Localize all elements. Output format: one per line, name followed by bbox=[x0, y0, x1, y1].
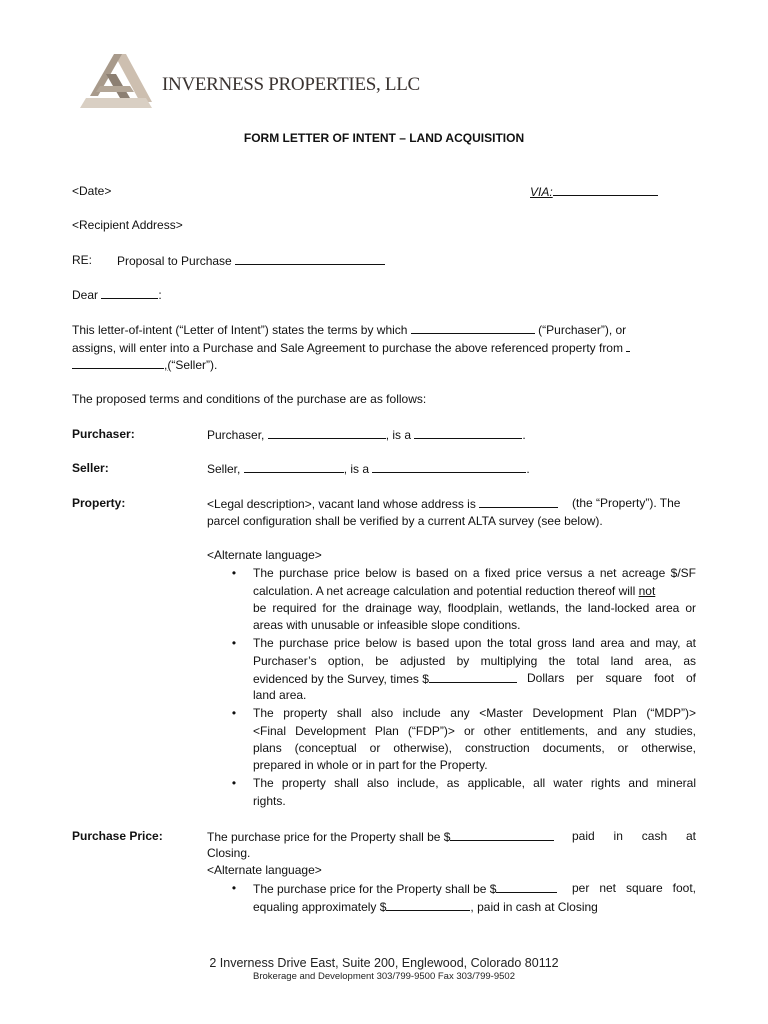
property-bullet-3-line-4: prepared in whole or in part for the Property. bbox=[253, 758, 488, 772]
approx-total-blank bbox=[386, 899, 470, 911]
purchaser-blank bbox=[268, 427, 386, 439]
purchaser-term bbox=[207, 427, 526, 442]
seller-name-blank bbox=[72, 357, 164, 369]
bullet-icon: • bbox=[231, 636, 237, 650]
bullet-icon: • bbox=[231, 566, 237, 580]
property-line-1 bbox=[207, 496, 558, 511]
via-label: VIA: bbox=[530, 185, 553, 199]
property-bullet-3-line-2: <Final Development Plan (“FDP”)> or other entitlements, and any studies, bbox=[253, 724, 696, 738]
price-b1-l1b: per net square foot, bbox=[572, 881, 696, 895]
purchaser-t2: , is a bbox=[385, 428, 412, 442]
b2-l3a: evidenced by the Survey, times $ bbox=[253, 672, 429, 686]
price-blank bbox=[450, 829, 554, 841]
property-line1b: (the “Property”). The bbox=[572, 496, 681, 510]
price-l1a: The purchase price for the Property shall be $ bbox=[207, 830, 451, 844]
re-line bbox=[117, 253, 385, 268]
seller-blank-start bbox=[626, 340, 630, 352]
price-b1-l2a: equaling approximately $ bbox=[253, 900, 387, 914]
price-per-sf-blank bbox=[429, 671, 517, 683]
intro-3b: (“Seller”). bbox=[167, 358, 218, 372]
price-alt-language: <Alternate language> bbox=[207, 863, 322, 877]
date-placeholder: <Date> bbox=[72, 184, 112, 198]
bullet-icon: • bbox=[231, 706, 237, 720]
price-b1-l1a: The purchase price for the Property shall be $ bbox=[253, 882, 497, 896]
seller-entity-blank bbox=[372, 461, 526, 473]
purchaser-entity-blank bbox=[414, 427, 522, 439]
company-name: INVERNESS PROPERTIES, LLC bbox=[162, 74, 420, 95]
intro-2: assigns, will enter into a Purchase and Sale Agreement to purchase the above referenced property from bbox=[72, 341, 623, 355]
property-bullet-2-line-1: The purchase price below is based upon the total gross land area and may, at bbox=[253, 636, 696, 650]
document-title: FORM LETTER OF INTENT – LAND ACQUISITION bbox=[243, 131, 525, 145]
seller-label: Seller: bbox=[72, 461, 109, 475]
price-b1-l2b: , paid in cash at Closing bbox=[470, 900, 598, 914]
price-per-net-sf-blank bbox=[496, 881, 557, 893]
price-line-1 bbox=[207, 829, 554, 844]
dear-text: Dear bbox=[72, 288, 99, 302]
property-bullet-2-line-4: land area. bbox=[253, 688, 307, 702]
price-l1b: paid in cash at bbox=[572, 829, 696, 843]
property-bullet-3-line-1: The property shall also include any <Master Development Plan (“MDP”)> bbox=[253, 706, 696, 720]
intro-3a: , bbox=[164, 358, 168, 372]
via-blank bbox=[553, 184, 658, 196]
purchaser-t1: Purchaser, bbox=[207, 428, 265, 442]
property-bullet-3-line-3: plans (conceptual or otherwise), construction documents, or otherwise, bbox=[253, 741, 696, 755]
property-bullet-1-line-3: be required for the drainage way, floodplain, wetlands, the land-locked area or bbox=[253, 601, 696, 615]
property-line1a: <Legal description>, vacant land whose address is bbox=[207, 497, 476, 511]
property-alt-language: <Alternate language> bbox=[207, 548, 322, 562]
bullet-icon: • bbox=[231, 881, 237, 895]
footer-contact: Brokerage and Development 303/799-9500 Fax 303/799-9502 bbox=[253, 971, 515, 982]
intro-line-1 bbox=[72, 322, 626, 337]
dear-blank bbox=[101, 287, 158, 299]
via-field bbox=[530, 184, 658, 199]
intro-line-3 bbox=[72, 357, 217, 372]
b2-l3b: Dollars per square foot of bbox=[527, 671, 696, 685]
property-bullet-4-line-2: rights. bbox=[253, 794, 286, 808]
price-bullet-line-1 bbox=[253, 881, 557, 896]
property-address-blank bbox=[479, 496, 558, 508]
footer-address: 2 Inverness Drive East, Suite 200, Englewood, Colorado 80112 bbox=[209, 956, 559, 970]
seller-t3: . bbox=[526, 462, 530, 476]
triangular-knot-logo-icon bbox=[76, 52, 156, 112]
property-bullet-2-line-3 bbox=[253, 671, 517, 686]
purchaser-label: Purchaser: bbox=[72, 427, 135, 441]
re-blank bbox=[235, 253, 385, 265]
seller-term bbox=[207, 461, 530, 476]
price-line-2: Closing. bbox=[207, 846, 251, 860]
property-bullet-2-line-2: Purchaser’s option, be adjusted by multiplying the total land area, as bbox=[253, 654, 696, 668]
b1-not-text: not bbox=[638, 584, 656, 598]
seller-t1: Seller, bbox=[207, 462, 241, 476]
recipient-address: <Recipient Address> bbox=[72, 218, 183, 232]
purchaser-name-blank bbox=[411, 322, 535, 334]
dear-colon: : bbox=[158, 288, 162, 302]
intro-1b: (“Purchaser”), or bbox=[538, 323, 627, 337]
re-text: Proposal to Purchase bbox=[117, 254, 232, 268]
intro-1a: This letter-of-intent (“Letter of Intent”) states the terms by which bbox=[72, 323, 408, 337]
bullet-icon: • bbox=[231, 776, 237, 790]
b1-l2-text: calculation. A net acreage calculation and potential reduction thereof will bbox=[253, 584, 636, 598]
property-bullet-4-line-1: The property shall also include, as applicable, all water rights and mineral bbox=[253, 776, 696, 790]
property-line-2: parcel configuration shall be verified by a current ALTA survey (see below). bbox=[207, 514, 603, 528]
property-bullet-1-line-1: The purchase price below is based on a fixed price versus a net acreage $/SF bbox=[253, 566, 696, 580]
price-bullet-line-2 bbox=[253, 899, 598, 914]
re-label: RE: bbox=[72, 253, 93, 267]
salutation bbox=[72, 287, 162, 302]
proposed-terms-intro: The proposed terms and conditions of the purchase are as follows: bbox=[72, 392, 427, 406]
seller-t2: , is a bbox=[343, 462, 370, 476]
property-bullet-1-line-2 bbox=[253, 584, 655, 598]
intro-line-2 bbox=[72, 340, 630, 355]
purchase-price-label: Purchase Price: bbox=[72, 829, 163, 843]
seller-blank bbox=[244, 461, 344, 473]
purchaser-t3: . bbox=[522, 428, 526, 442]
property-bullet-1-line-4: areas with unusable or infeasible slope conditions. bbox=[253, 618, 521, 632]
property-label: Property: bbox=[72, 496, 126, 510]
